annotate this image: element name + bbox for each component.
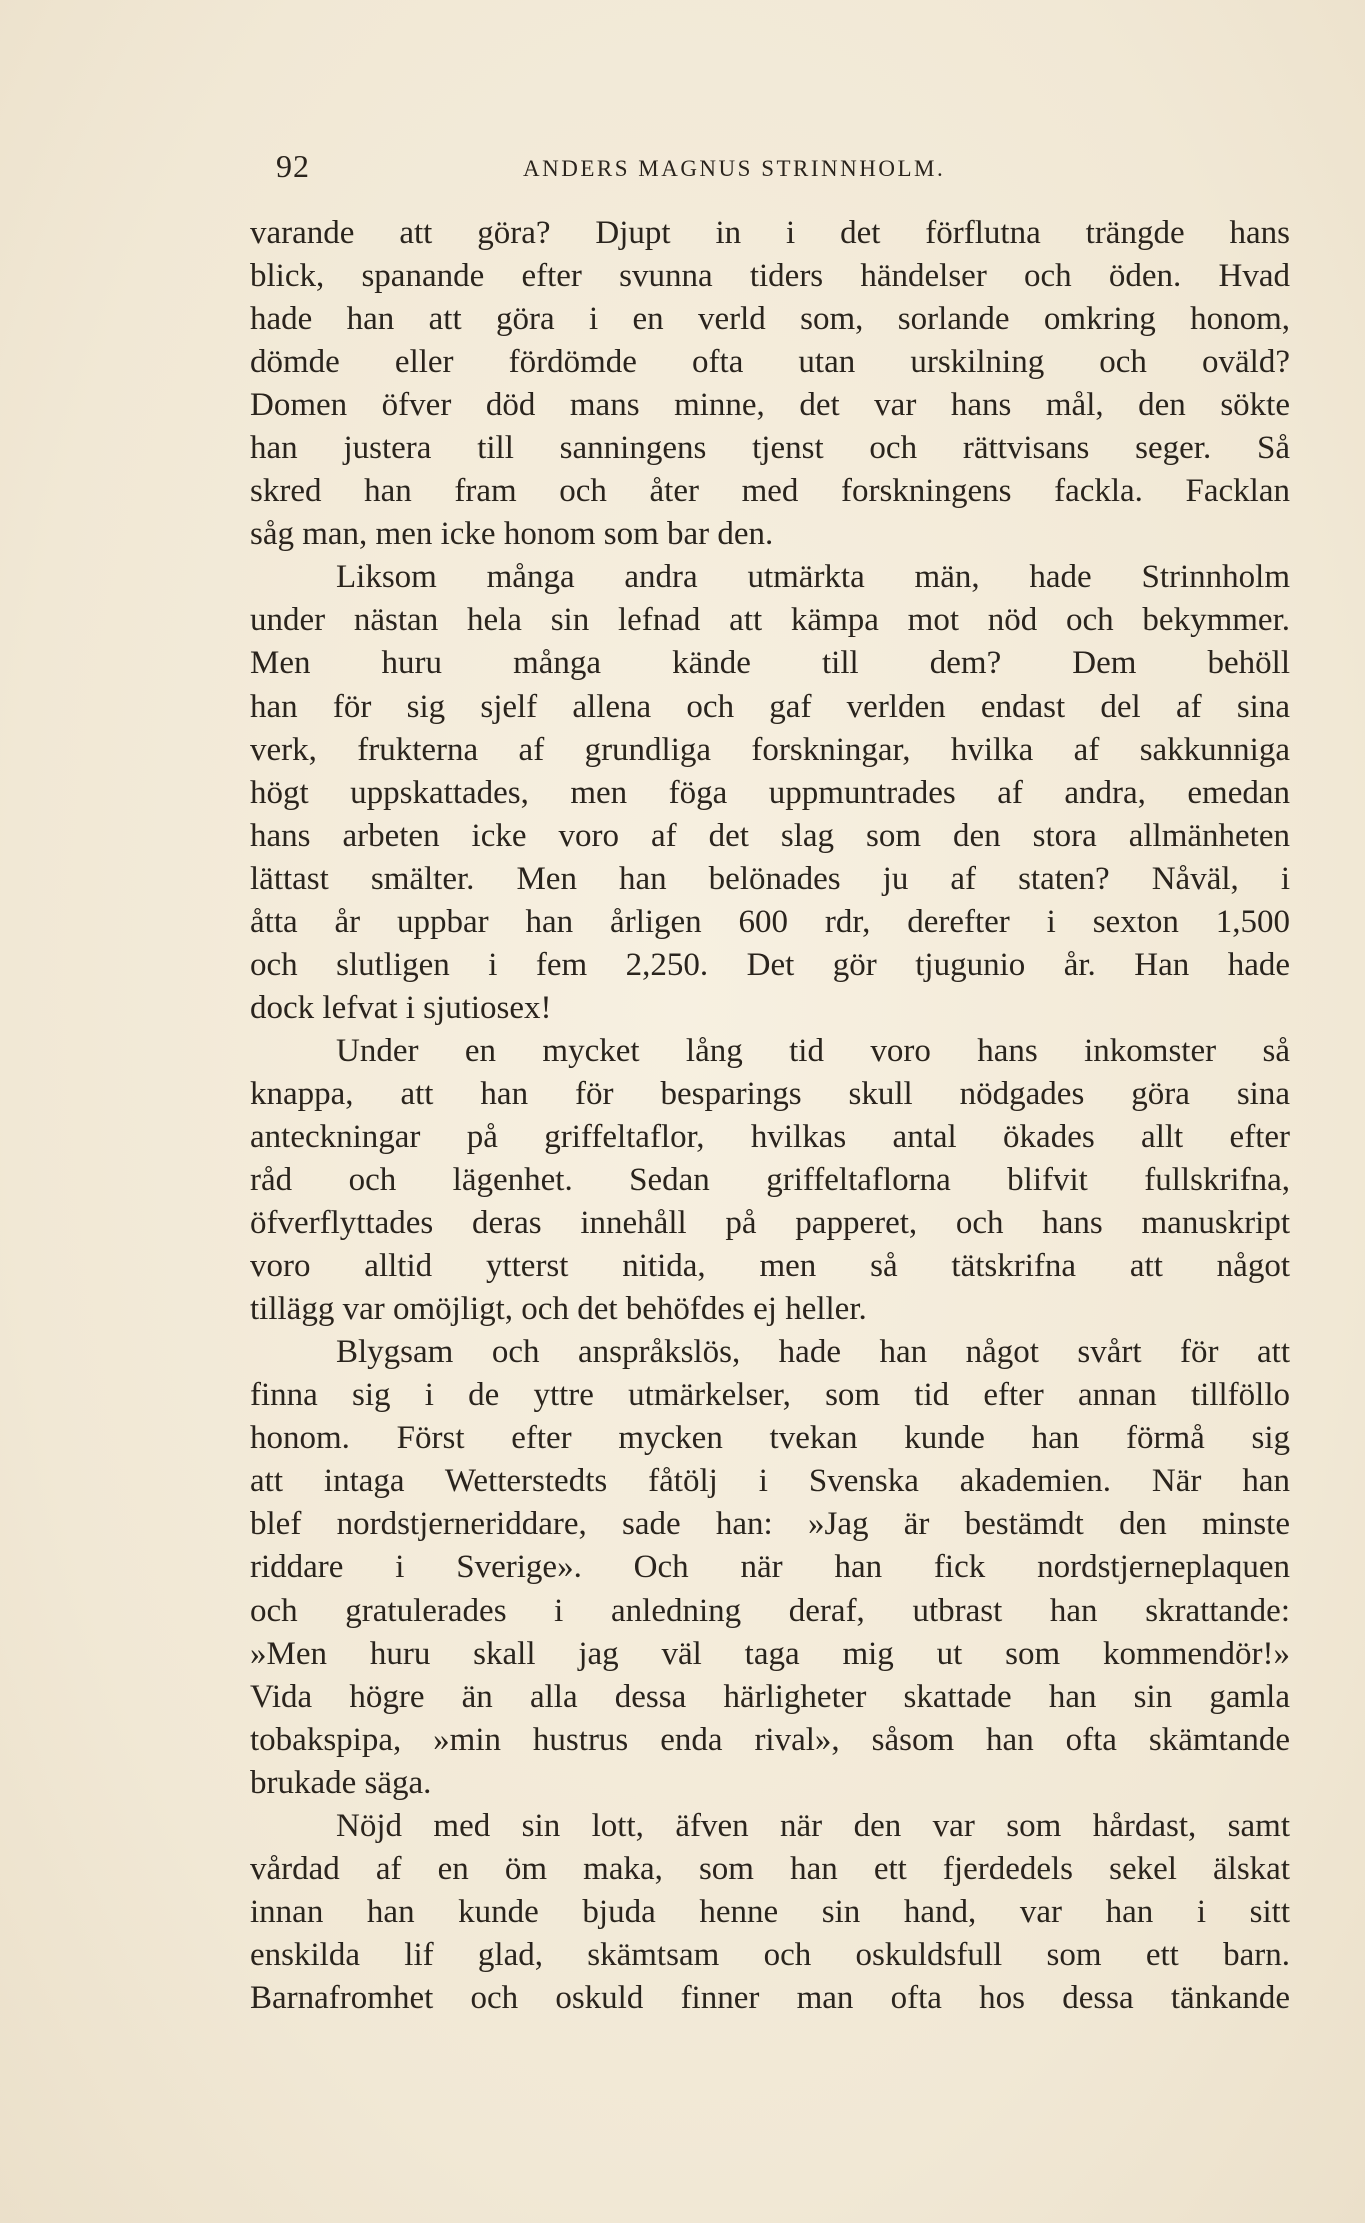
- text-line: anteckningar på griffeltaflor, hvilkas antal ökades allt efter: [250, 1118, 1290, 1155]
- text-line: dömde eller fördömde ofta utan urskilning och oväld?: [250, 344, 1290, 381]
- text-line: »Men huru skall jag väl taga mig ut som kommendör!»: [250, 1635, 1290, 1672]
- text-line: blick, spanande efter svunna tiders händelser och öden. Hvad: [250, 258, 1290, 295]
- text-line: Under en mycket lång tid voro hans inkomster så: [336, 1032, 1290, 1069]
- text-line: blef nordstjerneriddare, sade han: »Jag är bestämdt den minste: [250, 1506, 1290, 1543]
- text-line: skred han fram och åter med forskningens fackla. Facklan: [250, 473, 1290, 510]
- text-line: råd och lägenhet. Sedan griffeltaflorna blifvit fullskrifna,: [250, 1162, 1290, 1199]
- text-line: han för sig sjelf allena och gaf verlden endast del af sina: [250, 688, 1290, 725]
- text-line: under nästan hela sin lefnad att kämpa mot nöd och bekymmer.: [250, 602, 1290, 639]
- body-text: [250, 212, 1290, 2020]
- text-line: knappa, att han för besparings skull nödgades göra sina: [250, 1075, 1290, 1112]
- text-line: brukade säga.: [250, 1764, 432, 1801]
- text-line: att intaga Wetterstedts fåtölj i Svenska akademien. När han: [250, 1463, 1290, 1500]
- text-line: honom. Först efter mycken tvekan kunde han förmå sig: [250, 1420, 1290, 1457]
- text-line: dock lefvat i sjutiosex!: [250, 989, 552, 1026]
- text-line: varande att göra? Djupt in i det förflutna trängde hans: [250, 215, 1290, 251]
- text-line: tobakspipa, »min hustrus enda rival», såsom han ofta skämtande: [250, 1721, 1290, 1758]
- text-line: Barnafromhet och oskuld finner man ofta hos dessa tänkande: [250, 1979, 1290, 2016]
- text-line: hans arbeten icke voro af det slag som den stora allmänheten: [250, 817, 1290, 854]
- page-number: 92: [276, 148, 310, 184]
- paragraph: [250, 1030, 1290, 1331]
- paragraph: [250, 212, 1290, 556]
- text-line: riddare i Sverige». Och när han fick nordstjerneplaquen: [250, 1549, 1290, 1586]
- text-line: och gratulerades i anledning deraf, utbrast han skrattande:: [250, 1592, 1290, 1629]
- text-line: Nöjd med sin lott, äfven när den var som hårdast, samt: [336, 1807, 1290, 1844]
- text-line: hade han att göra i en verld som, sorlande omkring honom,: [250, 301, 1290, 338]
- text-line: högt uppskattades, men föga uppmuntrades af andra, emedan: [250, 774, 1290, 811]
- text-line: och slutligen i fem 2,250. Det gör tjugunio år. Han hade: [250, 946, 1290, 983]
- text-line: innan han kunde bjuda henne sin hand, var han i sitt: [250, 1893, 1290, 1930]
- text-line: voro alltid ytterst nitida, men så tätskrifna att något: [250, 1248, 1290, 1285]
- text-line: Domen öfver död mans minne, det var hans mål, den sökte: [250, 387, 1290, 424]
- text-line: han justera till sanningens tjenst och rättvisans seger. Så: [250, 430, 1290, 467]
- text-line: finna sig i de yttre utmärkelser, som tid efter annan tillföllo: [250, 1377, 1290, 1414]
- text-line: lättast smälter. Men han belönades ju af staten? Nåväl, i: [250, 860, 1290, 897]
- paragraph: [250, 556, 1290, 1030]
- text-line: åtta år uppbar han årligen 600 rdr, derefter i sexton 1,500: [250, 903, 1290, 940]
- text-line: Blygsam och anspråkslös, hade han något svårt för att: [336, 1334, 1290, 1371]
- text-line: såg man, men icke honom som bar den.: [250, 516, 774, 553]
- text-line: Vida högre än alla dessa härligheter skattade han sin gamla: [250, 1678, 1290, 1715]
- text-line: tillägg var omöjligt, och det behöfdes ej heller.: [250, 1291, 867, 1328]
- running-head: [250, 148, 1290, 188]
- text-line: Liksom många andra utmärkta män, hade Strinnholm: [336, 559, 1290, 596]
- text-line: verk, frukterna af grundliga forskningar, hvilka af sakkunniga: [250, 731, 1290, 768]
- text-line: enskilda lif glad, skämtsam och oskuldsfull som ett barn.: [250, 1936, 1290, 1973]
- text-line: öfverflyttades deras innehåll på papperet, och hans manuskript: [250, 1205, 1290, 1242]
- text-line: vårdad af en öm maka, som han ett fjerdedels sekel älskat: [250, 1850, 1290, 1887]
- text-line: Men huru många kände till dem? Dem behöll: [250, 645, 1290, 682]
- running-head-title: ANDERS MAGNUS STRINNHOLM.: [523, 156, 946, 181]
- paragraph: [250, 1331, 1290, 1805]
- paragraph: [250, 1805, 1290, 2020]
